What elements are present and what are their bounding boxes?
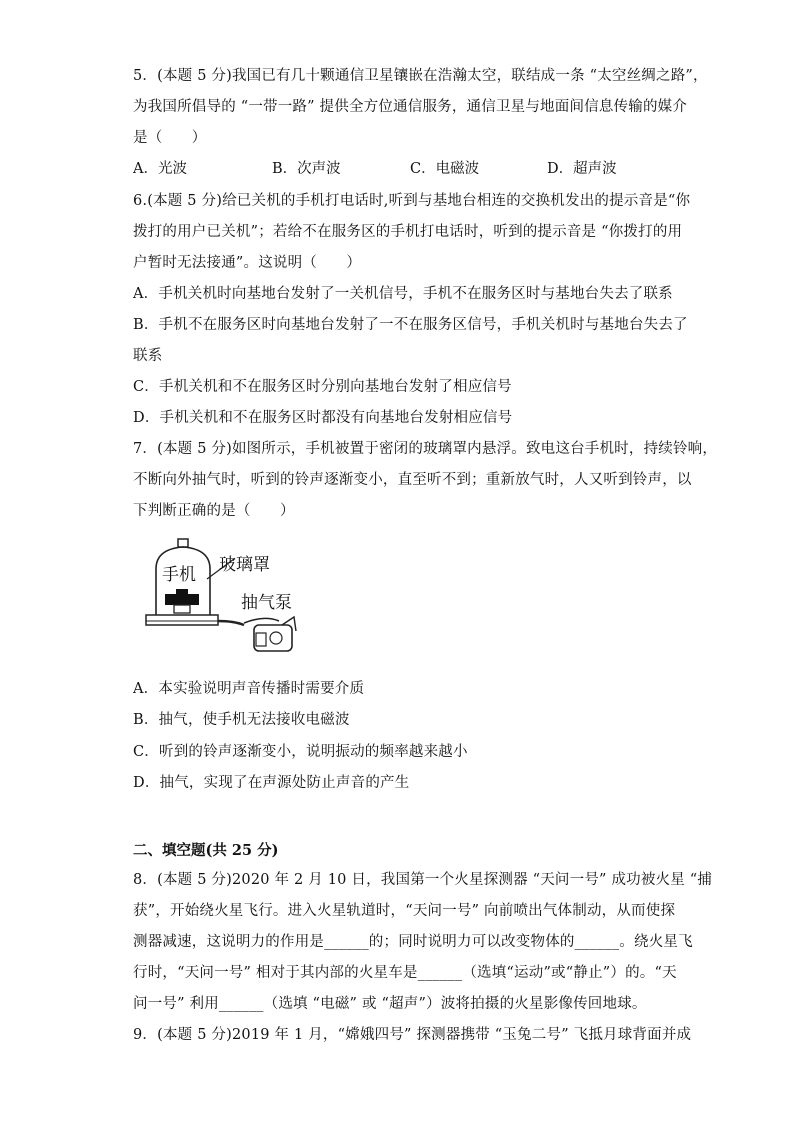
q6-option-d: D．手机关机和不在服务区时都没有向基地台发射相应信号 <box>133 410 513 426</box>
q7-option-d: D．抽气，实现了在声源处防止声音的产生 <box>133 775 410 791</box>
q6-option-c: C．手机关机和不在服务区时分别向基地台发射了相应信号 <box>133 379 512 395</box>
q6-line-2: 拨打的用户已关机”；若给不在服务区的手机打电话时，听到的提示音是 “你拨打的用 <box>133 224 683 240</box>
q6-line-1: 6.(本题 5 分)给已关机的手机打电话时,听到与基地台相连的交换机发出的提示音是“你 <box>133 193 691 209</box>
q7-option-c: C．听到的铃声逐渐变小，说明振动的频率越来越小 <box>133 744 468 760</box>
glass-jar-label: 玻璃罩 <box>219 555 270 575</box>
phone-label: 手机 <box>162 565 196 585</box>
q8-line-4: 行时，“天问一号” 相对于其内部的火星车是______（选填“运动”或“静止”）的。“天 <box>133 965 677 981</box>
q8-line-5: 问一号” 利用______（选填 “电磁” 或 “超声”）波将拍摄的火星影像传回地球。 <box>133 996 647 1012</box>
q8-line-2: 获”，开始绕火星飞行。进入火星轨道时，“天问一号” 向前喷出气体制动，从而使探 <box>133 903 676 919</box>
q7-option-b: B．抽气，使手机无法接收电磁波 <box>133 712 350 728</box>
q5-line-2: 为我国所倡导的 “一带一路” 提供全方位通信服务，通信卫星与地面间信息传输的媒介 <box>133 99 688 115</box>
q6-option-b-cont: 联系 <box>133 348 163 364</box>
phone-shape <box>165 594 199 605</box>
pump-shape <box>254 625 292 651</box>
q5-option-c: C．电磁波 <box>410 161 480 177</box>
q5-options <box>133 159 673 179</box>
q6-option-a: A．手机关机时向基地台发射了一关机信号，手机不在服务区时与基地台失去了联系 <box>133 286 673 302</box>
q5-option-a: A．光波 <box>133 161 187 177</box>
q8-line-3: 测器减速，这说明力的作用是______的；同时说明力可以改变物体的______。绕火星飞 <box>133 934 693 950</box>
q7-option-a: A．本实验说明声音传播时需要介质 <box>133 681 365 697</box>
q8-line-1: 8．(本题 5 分)2020 年 2 月 10 日，我国第一个火星探测器 “天问一号” 成功被火星 “捕 <box>133 872 713 888</box>
section-title-fill-in: 二、填空题(共 25 分) <box>133 842 279 859</box>
q5-line-3: 是（ ） <box>133 130 207 146</box>
q5-option-d: D．超声波 <box>547 161 617 177</box>
q6-line-3: 户暂时无法接通”。这说明（ ） <box>133 255 362 271</box>
q7-line-2: 不断向外抽气时，听到的铃声逐渐变小，直至听不到；重新放气时，人又听到铃声，以 <box>133 472 692 488</box>
q7-line-3: 下判断正确的是（ ） <box>133 503 295 519</box>
q5-line-1: 5．(本题 5 分)我国已有几十颗通信卫星镶嵌在浩瀚太空，联结成一条 “太空丝绸之路”， <box>133 68 708 84</box>
q6-option-b: B．手机不在服务区时向基地台发射了一不在服务区信号，手机关机时与基地台失去了 <box>133 317 688 333</box>
q5-option-b: B．次声波 <box>272 161 341 177</box>
q7-line-1: 7．(本题 5 分)如图所示，手机被置于密闭的玻璃罩内悬浮。致电这台手机时，持续铃响， <box>133 441 718 457</box>
q9-line-1: 9．(本题 5 分)2019 年 1 月，“嫦娥四号” 探测器携带 “玉兔二号” 飞抵月球背面并成 <box>133 1027 692 1043</box>
pump-label: 抽气泵 <box>241 593 292 613</box>
bell-jar-figure <box>144 537 304 661</box>
